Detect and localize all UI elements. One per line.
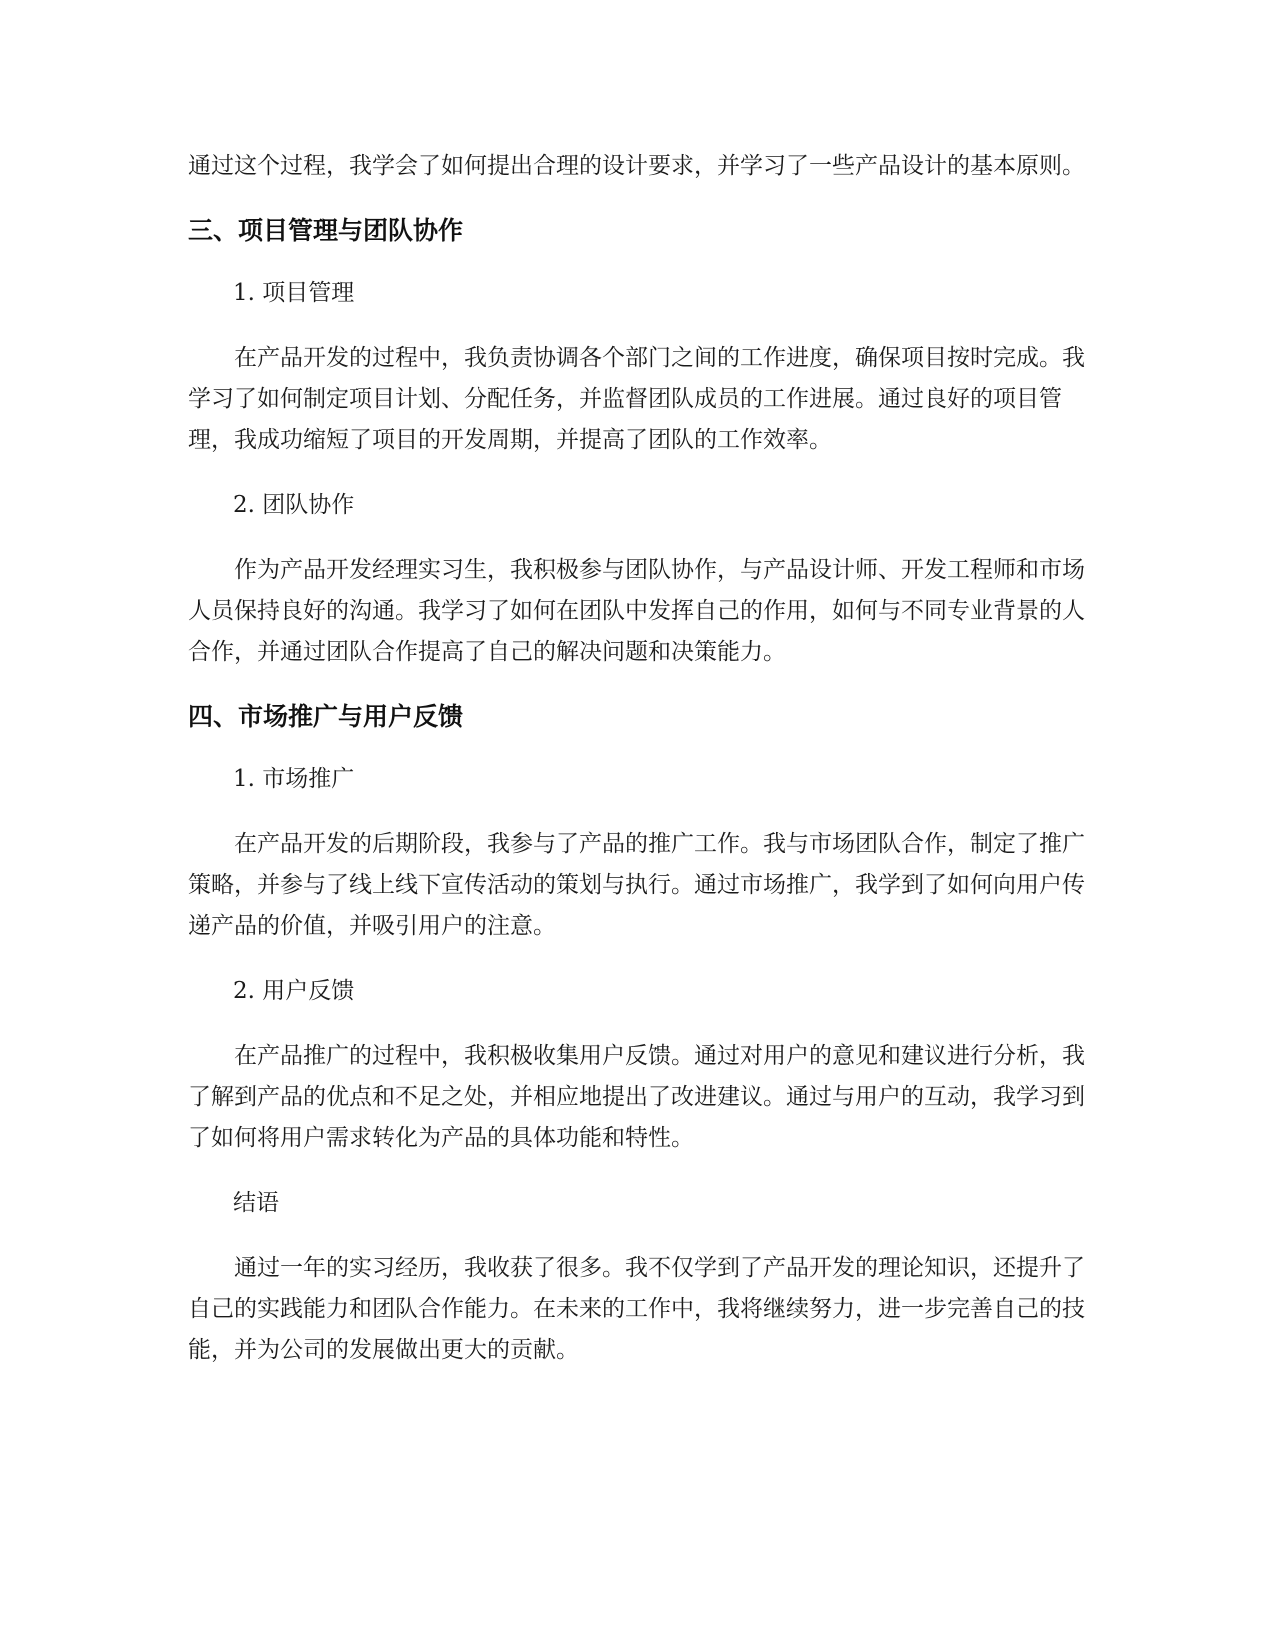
subheading-user-feedback: 2. 用户反馈: [233, 978, 355, 1004]
paragraph-conclusion: 通过一年的实习经历，我收获了很多。我不仅学到了产品开发的理论知识，还提升了自己的实践能力和团队合作能力。在未来的工作中，我将继续努力，进一步完善自己的技能，并为公司的发展做出更大的贡献。: [188, 1255, 1085, 1363]
subheading-team-collaboration: 2. 团队协作: [233, 492, 355, 518]
paragraph-project-management: 在产品开发的过程中，我负责协调各个部门之间的工作进度，确保项目按时完成。我学习了如何制定项目计划、分配任务，并监督团队成员的工作进展。通过良好的项目管理，我成功缩短了项目的开发周期，并提高了团队的工作效率。: [188, 345, 1085, 453]
subheading-project-management: 1. 项目管理: [233, 280, 355, 306]
paragraph-intro-continuation: 通过这个过程，我学会了如何提出合理的设计要求，并学习了一些产品设计的基本原则。: [188, 153, 1085, 179]
paragraph-team-collaboration: 作为产品开发经理实习生，我积极参与团队协作，与产品设计师、开发工程师和市场人员保持良好的沟通。我学习了如何在团队中发挥自己的作用，如何与不同专业背景的人合作，并通过团队合作提高了自己的解决问题和决策能力。: [188, 557, 1085, 665]
section-heading-project-management: 三、项目管理与团队协作: [188, 216, 464, 245]
subheading-marketing: 1. 市场推广: [233, 766, 355, 792]
paragraph-marketing: 在产品开发的后期阶段，我参与了产品的推广工作。我与市场团队合作，制定了推广策略，并参与了线上线下宣传活动的策划与执行。通过市场推广，我学到了如何向用户传递产品的价值，并吸引用户的注意。: [188, 831, 1085, 939]
subheading-conclusion: 结语: [233, 1190, 279, 1216]
section-heading-marketing-feedback: 四、市场推广与用户反馈: [188, 702, 464, 731]
document-body: [188, 146, 1086, 1395]
paragraph-user-feedback: 在产品推广的过程中，我积极收集用户反馈。通过对用户的意见和建议进行分析，我了解到产品的优点和不足之处，并相应地提出了改进建议。通过与用户的互动，我学习到了如何将用户需求转化为产品的具体功能和特性。: [188, 1043, 1085, 1151]
